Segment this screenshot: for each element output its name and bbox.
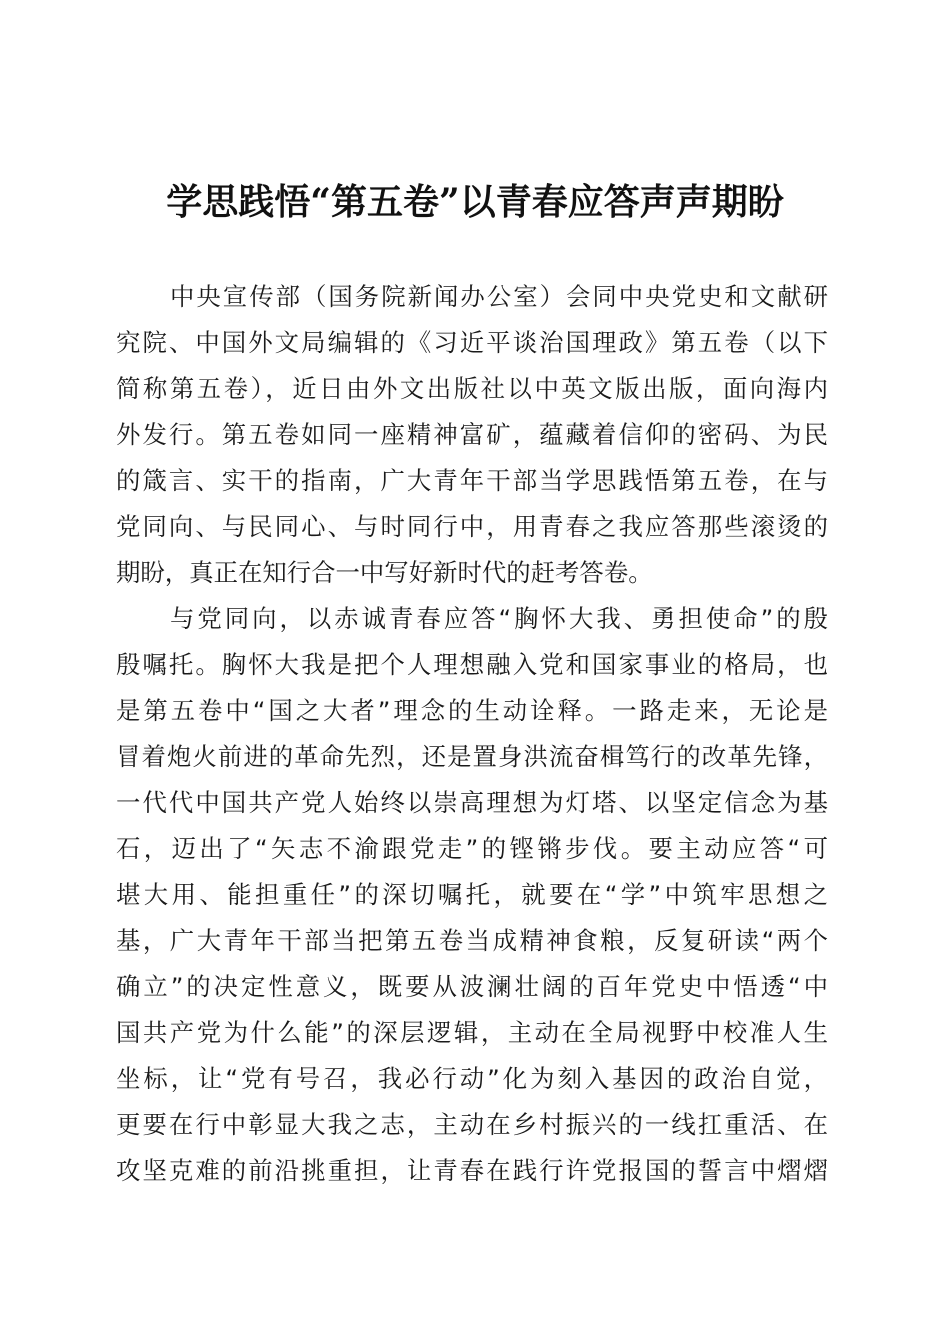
- paragraph-2-line: 基，广大青年干部当把第五卷当成精神食粮，反复研读“两个: [116, 926, 828, 955]
- document-title: 学思践悟“第五卷”以青春应答声声期盼: [166, 181, 784, 223]
- paragraph-2-line: 更要在行中彰显大我之志，主动在乡村振兴的一线扛重活、在: [116, 1110, 828, 1139]
- paragraph-1-line: 简称第五卷），近日由外文出版社以中英文版出版，面向海内: [116, 374, 828, 403]
- paragraph-1-line: 党同向、与民同心、与时同行中，用青春之我应答那些滚烫的: [116, 512, 828, 541]
- paragraph-2-line: 石，迈出了“矢志不渝跟党走”的铿锵步伐。要主动应答“可: [116, 834, 828, 863]
- paragraph-2-line: 坐标，让“党有号召，我必行动”化为刻入基因的政治自觉，: [116, 1064, 828, 1093]
- paragraph-2-line: 攻坚克难的前沿挑重担，让青春在践行许党报国的誓言中熠熠: [116, 1156, 828, 1185]
- paragraph-2-line: 是第五卷中“国之大者”理念的生动诠释。一路走来，无论是: [116, 696, 828, 725]
- paragraph-2-line: 一代代中国共产党人始终以崇高理想为灯塔、以坚定信念为基: [116, 788, 828, 817]
- paragraph-2-line: 确立”的决定性意义，既要从波澜壮阔的百年党史中悟透“中: [116, 972, 828, 1001]
- paragraph-2-line: 殷嘱托。胸怀大我是把个人理想融入党和国家事业的格局，也: [116, 650, 828, 679]
- paragraph-2-line: 冒着炮火前进的革命先烈，还是置身洪流奋楫笃行的改革先锋，: [116, 742, 828, 771]
- paragraph-1-line: 期盼，真正在知行合一中写好新时代的赶考答卷。: [116, 558, 653, 587]
- paragraph-2-line: 国共产党为什么能”的深层逻辑，主动在全局视野中校准人生: [116, 1018, 828, 1047]
- paragraph-1-line: 外发行。第五卷如同一座精神富矿，蕴藏着信仰的密码、为民: [116, 420, 828, 449]
- paragraph-2-line: 堪大用、能担重任”的深切嘱托，就要在“学”中筑牢思想之: [116, 880, 828, 909]
- paragraph-1-line: 究院、中国外文局编辑的《习近平谈治国理政》第五卷（以下: [116, 328, 828, 357]
- paragraph-1-line: 中央宣传部（国务院新闻办公室）会同中央党史和文献研: [170, 282, 828, 311]
- document-body: [116, 274, 828, 1194]
- paragraph-2-line: 与党同向，以赤诚青春应答“胸怀大我、勇担使命”的殷: [170, 604, 828, 633]
- paragraph-1-line: 的箴言、实干的指南，广大青年干部当学思践悟第五卷，在与: [116, 466, 828, 495]
